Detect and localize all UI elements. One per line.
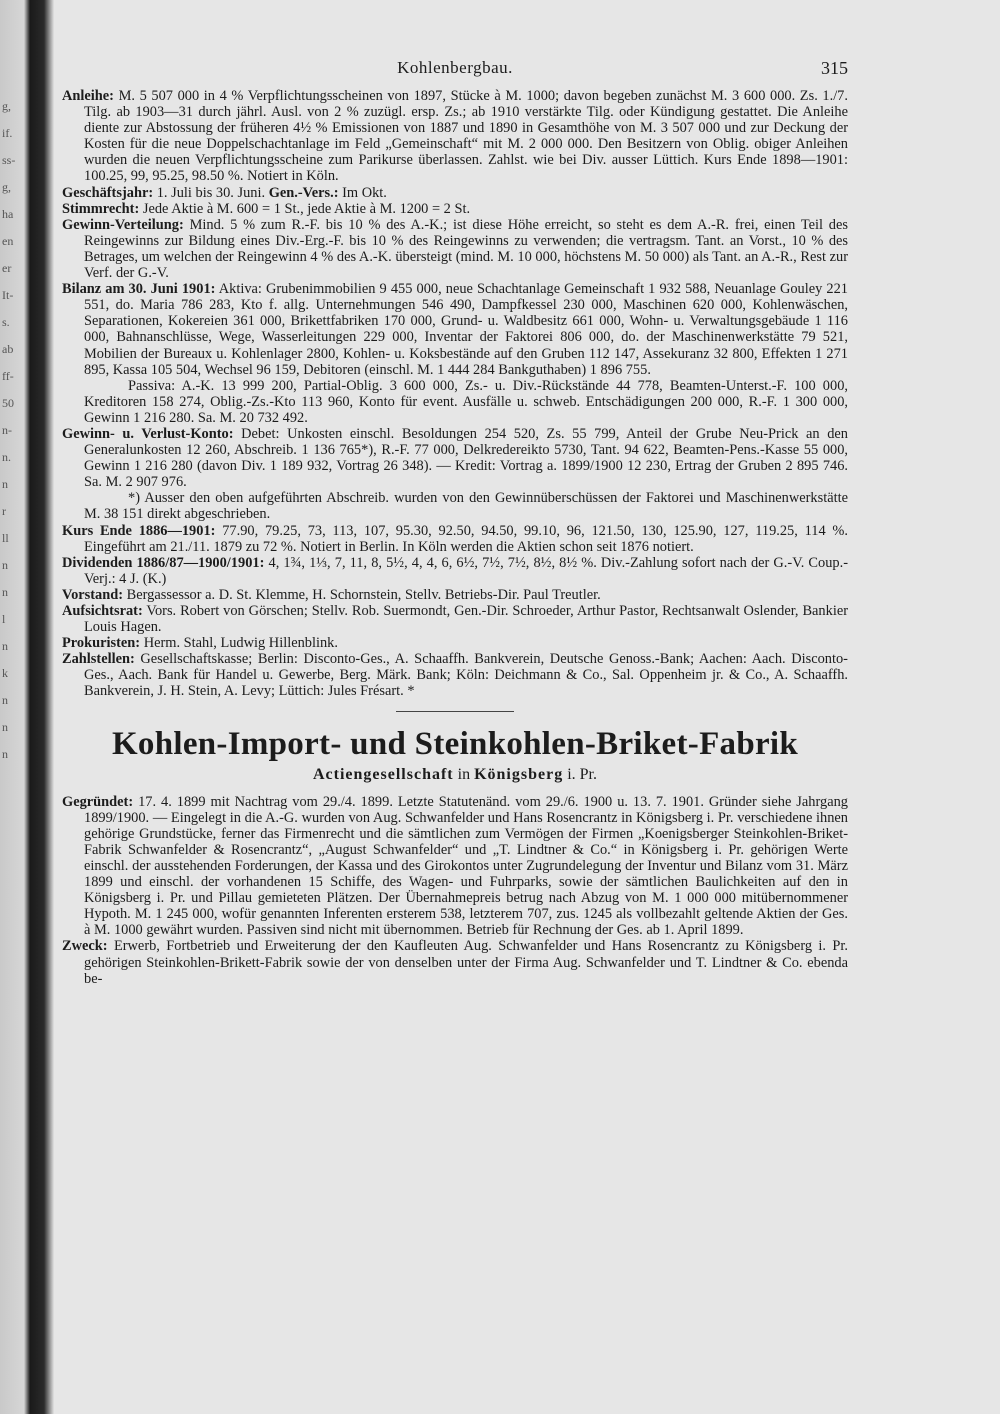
entry-kurs xyxy=(62,523,848,555)
book-spine-shadow xyxy=(0,0,54,1414)
section-divider xyxy=(396,711,514,712)
company-subtitle-in: in xyxy=(457,765,471,783)
entry-label: Gegründet: xyxy=(62,793,134,810)
entry-text: 17. 4. 1899 mit Nachtrag vom 29./4. 1899. Letzte Statutenänd. vom 29./6. 1900 u. 13. 7. 1901. Gründer siehe Jahrgang 1899/1900. — Eingelegt in die A.-G. wurden von Aug. Schwanfelder und Hans Rosencrantz in Königsberg i. Pr. verschiedene ihnen gehörige Grundstücke, ferner das Firmenrecht und die sämtlichen zum Vermögen der Firmen „Koenigsberger Steinkohlen-Briket-Fabrik Schwanfelder & Rosencrantz“, „August Schwanfelder“ und „T. Lindtner & Co.“ in Königsberg i. Pr. gehörigen Werte einschl. der ausstehenden Forderungen, der Kassa und des Girokontos unter Zugrundelegung der Inventur und Bilanz vom 31. März 1899 und einschl. der vorhandenen 15 Schiffe, des Wagen- und Fuhrparks, sowie der sämtlichen Baulichkeiten auf den in Königsberg i. Pr. und Pillau gemieteten Plätzen. Der Übernahmepreis betrug nach Abzug von M. 1 000 000 mitübernommener Hypoth. M. 1 245 000, wofür genannten Inferenten ersterem 538, letzterem 707, zus. 1245 als vollbezahlt geltende Aktien der Ges. à M. 1000 gewährt wurden. Passiven sind nicht mit übernommen. Betrieb für Rechnung der Ges. ab 1. April 1899. xyxy=(84,793,848,939)
facing-page-fragment: ff- xyxy=(2,369,14,383)
company-subtitle-city: Königsberg xyxy=(474,765,564,783)
entry-gewinn-verteilung xyxy=(62,217,848,281)
entry-text: Gesellschaftskasse; Berlin: Disconto-Ges., A. Schaaffh. Bankverein, Deutsche Genoss.-Bank; Aachen: Aach. Disconto-Ges., Aach. Bank für Handel u. Gewerbe, Berg. Märk. Bank; Köln: Deichmann & Co., Sal. Oppenheim jr. & Co., A. Schaaffh. Bankverein, J. H. Stein, A. Levy; Lüttich: Jules Frésart. * xyxy=(84,651,848,700)
facing-page-fragment: n xyxy=(2,558,8,572)
entry-label: Anleihe: xyxy=(62,88,114,104)
running-title: Kohlenbergbau. xyxy=(397,58,513,77)
entry-geschaeftsjahr xyxy=(62,185,848,201)
entry-text: Debet: Unkosten einschl. Besoldungen 254 520, Zs. 55 799, Anteil der Grube Neu-Prick an den Generalunkosten 12 260, Abschreib. 1 136 765*), R.-F. 77 000, Delkredereikto 5730, Tant. 94 622, Beamten-Pens.-Kasse 55 000, Gewinn 1 216 280 (davon Div. 1 189 932, Vortrag 26 348). — Kredit: Vortrag a. 1899/1900 12 230, Ertrag der Gruben 2 895 746. Sa. M. 2 907 976. xyxy=(84,425,848,491)
facing-page-fragment: r xyxy=(2,504,6,518)
entry-text: Mind. 5 % zum R.-F. bis 10 % des A.-K.; ist diese Höhe erreicht, so steht es dem A.-R. frei, einen Teil des Reingewinns zur Bildung eines Div.-Erg.-F. bis 10 % des Reingewinns zu verwenden; die vertragsm. Tant. an Vorst., 10 % des Betrages, um welchen der Reingewinn 4 % des A.-K. übersteigt (mind. M. 10 000, höchstens M. 50 000) als Tant. an A.-R., Rest zur Verf. der G.-V. xyxy=(84,216,848,282)
entry-zweck xyxy=(62,938,848,986)
entry-aufsichtsrat xyxy=(62,603,848,635)
entry-label: Gewinn-Verteilung: xyxy=(62,216,184,233)
facing-page-fragment: ab xyxy=(2,342,14,356)
entry-text: 77.90, 79.25, 73, 113, 107, 95.30, 92.50, 94.50, 99.10, 96, 121.50, 130, 125.90, 127, 119.25, 114 %. Eingeführt am 21./11. 1879 zu 72 %. Notiert in Berlin. In Köln werden die Aktien schon seit 1876 notiert. xyxy=(84,522,849,555)
page-header xyxy=(62,58,848,88)
entry-label: Stimmrecht: xyxy=(62,200,140,217)
entry-vorstand xyxy=(62,587,848,603)
facing-page-fragment: l xyxy=(2,612,6,626)
entry-stimmrecht xyxy=(62,201,848,217)
company-title: Kohlen-Import- und Steinkohlen-Briket-Fabrik xyxy=(111,725,799,762)
entry-text: 1. Juli bis 30. Juni. xyxy=(156,184,266,201)
facing-page-fragment: s. xyxy=(2,315,10,329)
facing-page-fragment: ll xyxy=(2,531,9,545)
company-subtitle-type: Actiengesellschaft xyxy=(312,765,454,783)
facing-page-fragment: n xyxy=(2,477,8,491)
facing-page-fragment: n xyxy=(2,585,8,599)
document-page xyxy=(62,58,848,987)
entry-text: Aktiva: Grubenimmobilien 9 455 000, neue Schachtanlage Gemeinschaft 1 932 588, Neuanlage Gouley 221 551, do. Maria 786 283, Kto f. allg. Unternehmungen 546 490, Dampfkessel 230 000, Maschinen 620 000, Kohlenwäschen, Separationen, Kokereien 361 000, Brikettfabriken 170 000, Grund- u. Waldbesitz 661 000, Wohn- u. Verwaltungsgebäude 1 116 000, Bahnanschlüsse, Wege, Wasserleitungen 229 000, Inventar der Faktorei 806 000, do. der Maschinenwerkstätte 79 521, Mobilien der Bureaux u. Kohlenlager 2800, Kohlen- u. Koksbestände auf den Gruben 112 147, Assekuranz 32 800, Effekten 1 271 895, Kassa 105 504, Wechsel 96 159, Debitoren (einschl. M. 1 444 284 Bankguthaben) 1 896 755. xyxy=(84,281,848,378)
entry-label: Bilanz am 30. Juni 1901: xyxy=(62,281,216,298)
entry-text: Erwerb, Fortbetrieb und Erweiterung der den Kaufleuten Aug. Schwanfelder und Hans Rosencrantz zu Königsberg i. Pr. gehörigen Steinkohlen-Brikett-Fabrik sowie der von denselben unter der Firma Aug. Schwanfelder und T. Lindtner & Co. ebenda be- xyxy=(84,938,848,987)
page-number: 315 xyxy=(821,58,848,78)
entry-gewinn-verlust-konto xyxy=(62,426,848,490)
facing-page-fragment: g, xyxy=(2,99,11,113)
entry-text-gen-vers: Im Okt. xyxy=(342,184,387,201)
entry-text: 4, 1¾, 1⅓, 7, 11, 8, 5½, 4, 4, 6, 6½, 7½, 7½, 8½, 8½ %. Div.-Zahlung sofort nach der G.-V. Coup.-Verj.: 4 J. (K.) xyxy=(84,554,848,587)
facing-page-fragment: k xyxy=(2,666,8,680)
entry-anleihe xyxy=(62,88,848,185)
entry-label: Vorstand: xyxy=(62,586,124,603)
facing-page-fragment: It- xyxy=(2,288,14,302)
entry-text: Passiva: A.-K. 13 999 200, Partial-Oblig. 3 600 000, Zs.- u. Div.-Rückstände 44 778, Beamten-Unterst.-F. 100 000, Kreditoren 158 274, Oblig.-Zs.-Kto 113 960, Konto für event. Ausfälle u. schweb. Entschädigungen 200 000, R.-F. 1 300 000, Gewinn 1 216 280. Sa. M. 20 732 492. xyxy=(84,377,848,426)
entry-label-gen-vers: Gen.-Vers.: xyxy=(268,184,339,201)
entry-bilanz-aktiva xyxy=(62,281,848,378)
facing-page-fragment: n. xyxy=(2,450,11,464)
facing-page-fragment: ha xyxy=(2,207,14,221)
entry-text: Herm. Stahl, Ludwig Hillenblink. xyxy=(143,635,338,652)
facing-page-fragment: n xyxy=(2,747,8,761)
entry-label: Zweck: xyxy=(62,938,108,955)
facing-page-fragment: n- xyxy=(2,423,12,437)
facing-page-fragment: if. xyxy=(2,126,13,140)
entry-prokuristen xyxy=(62,635,848,651)
entry-text: M. 5 507 000 in 4 % Verpflichtungsscheinen von 1897, Stücke à M. 1000; davon begeben zunächst M. 3 600 000. Zs. 1./7. Tilg. ab 1903—31 durch jährl. Ausl. von 2 % zuzügl. ersp. Zs.; ab 1910 verstärkte Tilg. oder Kündigung gestattet. Die Anleihe diente zur Abstossung der früheren 4½ % Emissionen von 1887 und 1890 in Gesamthöhe von M. 3 507 000 und zur Deckung der Kosten für die neue Doppelschachtanlage im Feld „Gemeinschaft“ mit M. 2 000 000. Den Besitzern von Oblig. obiger Anleihen wurden die neuen Verpflichtungsscheine zum Parikurse überlassen. Zahlst. wie bei Div. ausser Lüttich. Kurs Ende 1898—1901: 100.25, 99, 95.25, 98.50 %. Notiert in Köln. xyxy=(84,88,848,185)
facing-page-fragment: n xyxy=(2,720,8,734)
facing-page-fragment: n xyxy=(2,693,8,707)
entry-bilanz-passiva xyxy=(62,378,848,426)
entry-label: Prokuristen: xyxy=(62,635,141,652)
company-subtitle-suffix: i. Pr. xyxy=(567,765,597,783)
entry-label: Zahlstellen: xyxy=(62,651,135,668)
entry-text: Bergassessor a. D. St. Klemme, H. Schornstein, Stellv. Betriebs-Dir. Paul Treutler. xyxy=(126,586,601,603)
entry-label: Dividenden 1886/87—1900/1901: xyxy=(62,554,265,571)
entry-text: Jede Aktie à M. 600 = 1 St., jede Aktie à M. 1200 = 2 St. xyxy=(142,200,471,217)
entry-label: Kurs Ende 1886—1901: xyxy=(62,522,216,539)
facing-page-fragment: 50 xyxy=(2,396,14,410)
entry-text: Vors. Robert von Görschen; Stellv. Rob. Suermondt, Gen.-Dir. Schroeder, Arthur Pastor, Rechtsanwalt Oslender, Bankier Louis Hagen. xyxy=(84,603,848,636)
entry-label: Gewinn- u. Verlust-Konto: xyxy=(62,425,234,442)
facing-page-fragment: n xyxy=(2,639,8,653)
entry-gegruendet xyxy=(62,794,848,939)
entry-label: Aufsichtsrat: xyxy=(62,603,143,619)
facing-page-fragment: en xyxy=(2,234,14,248)
footnote-text: *) Ausser den oben aufgeführten Abschreib. wurden von den Gewinnüberschüssen der Faktorei und Maschinenwerkstätte M. 38 151 direkt abgeschrieben. xyxy=(84,490,848,523)
facing-page-fragment: g, xyxy=(2,180,11,194)
entry-label: Geschäftsjahr: xyxy=(62,184,154,201)
entry-dividenden xyxy=(62,555,848,587)
facing-page-fragment: ss- xyxy=(2,153,16,167)
entry-zahlstellen xyxy=(62,651,848,699)
company-subtitle xyxy=(62,766,848,784)
facing-page-fragment: er xyxy=(2,261,12,275)
footnote xyxy=(62,490,848,522)
